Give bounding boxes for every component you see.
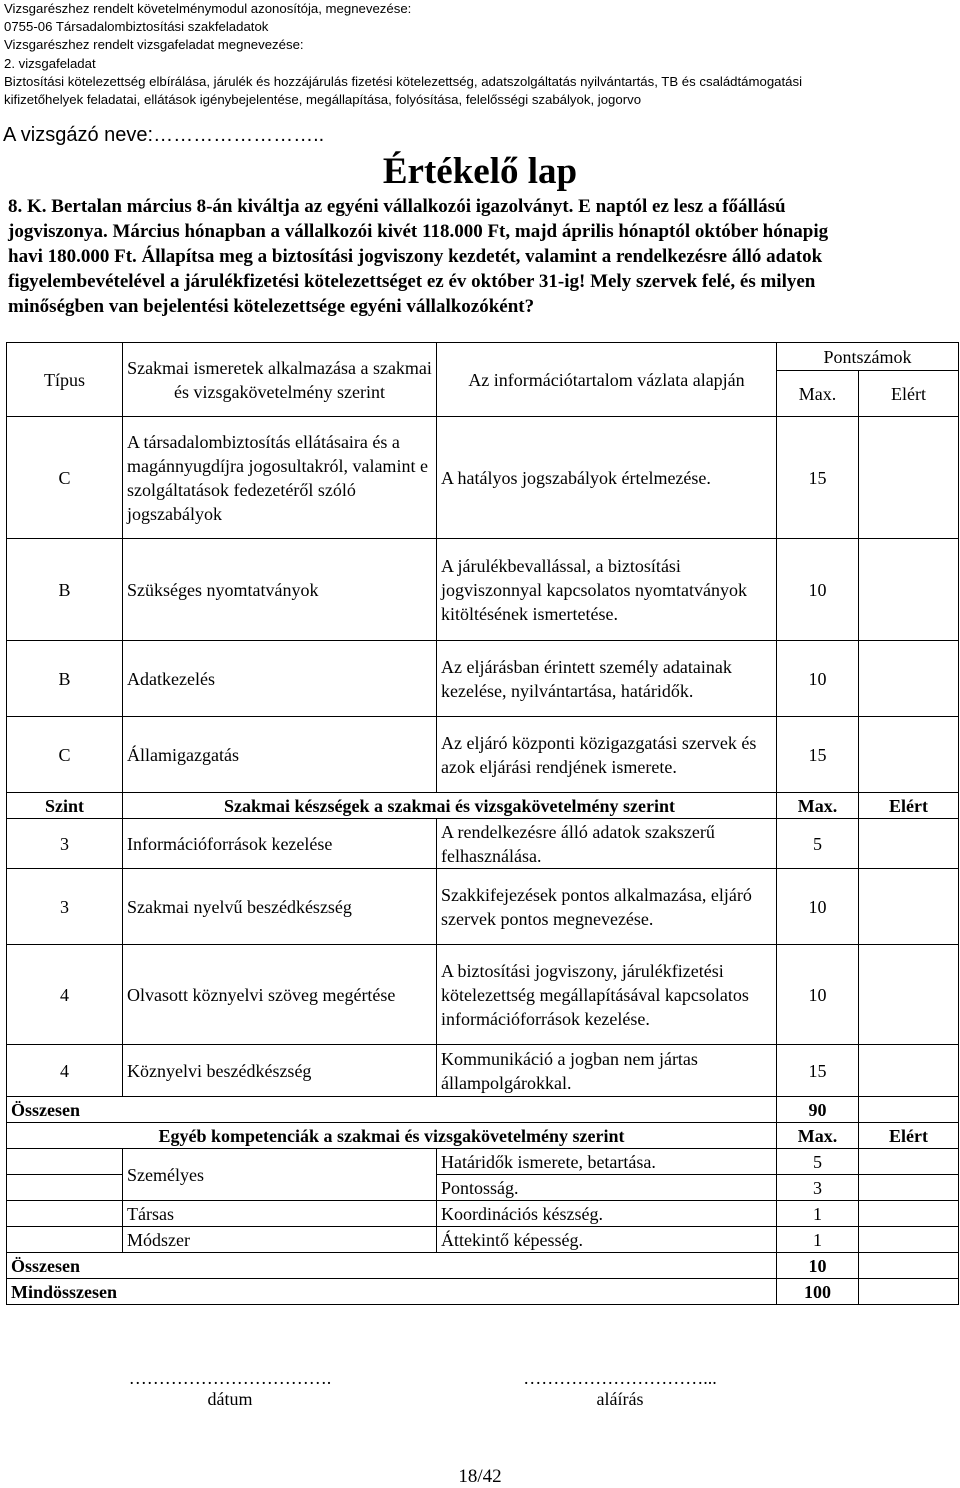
type-cell: C	[7, 417, 123, 539]
skill-cell: Olvasott köznyelvi szöveg megértése	[123, 945, 437, 1045]
signature-label: aláírás	[596, 1389, 644, 1409]
header-line: Vizsgarészhez rendelt követelménymodul azonosítója, megnevezése:	[4, 1, 412, 16]
table-row	[7, 717, 959, 793]
date-block	[100, 1368, 360, 1410]
achieved-cell[interactable]	[859, 945, 959, 1045]
achieved-cell[interactable]	[859, 717, 959, 793]
max-cell: 10	[777, 641, 859, 717]
grand-total-achieved[interactable]	[859, 1279, 959, 1305]
table-row	[7, 819, 959, 869]
task-line: havi 180.000 Ft. Állapítsa meg a biztosítási jogviszony kezdetét, valamint a rendelkezésre álló adatok	[8, 246, 823, 267]
header-skills: Szakmai készségek a szakmai és vizsgakövetelmény szerint	[123, 793, 777, 819]
level-cell: 3	[7, 819, 123, 869]
date-dots: …………………………….	[128, 1368, 332, 1388]
evaluation-table	[6, 342, 959, 1305]
total-label: Összesen	[7, 1253, 777, 1279]
info-cell: A hatályos jogszabályok értelmezése.	[437, 417, 777, 539]
max-cell: 5	[777, 819, 859, 869]
total-achieved[interactable]	[859, 1097, 959, 1123]
task-line: jogviszonya. Március hónapban a vállalkozói kivét 118.000 Ft, majd április hónaptól október hónapig	[8, 221, 829, 242]
group-cell: Személyes	[123, 1149, 437, 1201]
task-line: minőségben van bejelentési kötelezettsége egyéni vállalkozóként?	[8, 296, 535, 317]
max-cell: 10	[777, 539, 859, 641]
header-points: Pontszámok	[777, 343, 959, 371]
header-line: 2. vizsgafeladat	[4, 55, 96, 71]
max-cell: 10	[777, 869, 859, 945]
signature-dots: …………………………...	[523, 1368, 717, 1388]
signature-block	[490, 1368, 750, 1410]
header-achieved: Elért	[859, 1123, 959, 1149]
table-row	[7, 869, 959, 945]
achieved-cell[interactable]	[859, 641, 959, 717]
info-cell: Koordinációs készség.	[437, 1201, 777, 1227]
info-cell: Határidők ismerete, betartása.	[437, 1149, 777, 1175]
level-cell: 3	[7, 869, 123, 945]
group-cell: Módszer	[123, 1227, 437, 1253]
achieved-cell[interactable]	[859, 1227, 959, 1253]
header-other: Egyéb kompetenciák a szakmai és vizsgakövetelmény szerint	[7, 1123, 777, 1149]
info-cell: Kommunikáció a jogban nem jártas állampolgárokkal.	[437, 1045, 777, 1097]
examinee-name: A vizsgázó neve:……………………..	[3, 124, 325, 146]
level-cell: 4	[7, 1045, 123, 1097]
header-achieved: Elért	[859, 371, 959, 417]
info-cell: Pontosság.	[437, 1175, 777, 1201]
total-achieved[interactable]	[859, 1253, 959, 1279]
skill-cell: Szakmai nyelvű beszédkészség	[123, 869, 437, 945]
grand-total-label: Mindösszesen	[7, 1279, 777, 1305]
group-cell: Társas	[123, 1201, 437, 1227]
skill-cell: Köznyelvi beszédkészség	[123, 1045, 437, 1097]
header-achieved: Elért	[859, 793, 959, 819]
info-cell: A biztosítási jogviszony, járulékfizetési kötelezettség megállapításával kapcsolatos információforrások kezelése.	[437, 945, 777, 1045]
table-row	[7, 1201, 959, 1227]
task-description	[8, 194, 954, 319]
header-info: Az információtartalom vázlata alapján	[437, 343, 777, 417]
table-row	[7, 1227, 959, 1253]
knowledge-cell: Szükséges nyomtatványok	[123, 539, 437, 641]
max-cell: 15	[777, 417, 859, 539]
max-cell: 1	[777, 1227, 859, 1253]
table-row	[7, 1149, 959, 1175]
header-max: Max.	[777, 371, 859, 417]
max-cell: 1	[777, 1201, 859, 1227]
info-cell: A rendelkezésre álló adatok szakszerű felhasználása.	[437, 819, 777, 869]
table-row	[7, 417, 959, 539]
achieved-cell[interactable]	[859, 417, 959, 539]
table-row	[7, 1045, 959, 1097]
page-title: Értékelő lap	[382, 151, 578, 192]
achieved-cell[interactable]	[859, 869, 959, 945]
header-line: Vizsgarészhez rendelt vizsgafeladat megnevezése:	[4, 37, 304, 53]
info-cell: Az eljáró központi közigazgatási szervek és azok eljárási rendjének ismerete.	[437, 717, 777, 793]
achieved-cell[interactable]	[859, 1149, 959, 1175]
header-line: 0755-06 Társadalombiztosítási szakfeladatok	[4, 19, 269, 35]
level-cell: 4	[7, 945, 123, 1045]
date-label: dátum	[207, 1389, 253, 1409]
max-cell: 5	[777, 1149, 859, 1175]
type-cell: C	[7, 717, 123, 793]
total-max: 90	[777, 1097, 859, 1123]
task-line: figyelembevételével a járulékfizetési kötelezettséget ez év október 31-ig! Mely szervek felé, és milyen	[8, 271, 816, 292]
knowledge-cell: Adatkezelés	[123, 641, 437, 717]
max-cell: 10	[777, 945, 859, 1045]
info-cell: Áttekintő képesség.	[437, 1227, 777, 1253]
table-row	[7, 945, 959, 1045]
achieved-cell[interactable]	[859, 1201, 959, 1227]
achieved-cell[interactable]	[859, 539, 959, 641]
header-line: Biztosítási kötelezettség elbírálása, járulék és hozzájárulás fizetési kötelezettség, adatszolgáltatás nyilvántartás, TB és családtámogatási	[4, 73, 803, 89]
info-cell: Az eljárásban érintett személy adatainak kezelése, nyilvántartása, határidők.	[437, 641, 777, 717]
type-cell: B	[7, 539, 123, 641]
table-row	[7, 539, 959, 641]
type-cell: B	[7, 641, 123, 717]
header-max: Max.	[777, 1123, 859, 1149]
page-number: 18/42	[458, 1466, 502, 1487]
skill-cell: Információforrások kezelése	[123, 819, 437, 869]
info-cell: Szakkifejezések pontos alkalmazása, eljáró szervek pontos megnevezése.	[437, 869, 777, 945]
header-knowledge: Szakmai ismeretek alkalmazása a szakmai és vizsgakövetelmény szerint	[123, 343, 437, 417]
max-cell: 15	[777, 1045, 859, 1097]
achieved-cell[interactable]	[859, 819, 959, 869]
header-level: Szint	[7, 793, 123, 819]
total-max: 10	[777, 1253, 859, 1279]
total-label: Összesen	[7, 1097, 777, 1123]
achieved-cell[interactable]	[859, 1175, 959, 1201]
knowledge-cell: Államigazgatás	[123, 717, 437, 793]
task-line: 8. K. Bertalan március 8-án kiváltja az egyéni vállalkozói igazolványt. E naptól ez lesz a főállású	[8, 196, 786, 217]
info-cell: A járulékbevallással, a biztosítási jogviszonnyal kapcsolatos nyomtatványok kitöltésének ismertetése.	[437, 539, 777, 641]
header-type: Típus	[7, 343, 123, 417]
header-max: Max.	[777, 793, 859, 819]
achieved-cell[interactable]	[859, 1045, 959, 1097]
max-cell: 3	[777, 1175, 859, 1201]
max-cell: 15	[777, 717, 859, 793]
knowledge-cell: A társadalombiztosítás ellátásaira és a magánnyugdíjra jogosultakról, valamint e szolgáltatások fedezetéről szóló jogszabályok	[123, 417, 437, 539]
header-line: kifizetőhelyek feladatai, ellátások igénybejelentése, megállapítása, folyósítása, felelősségi szabályok, jogorvo	[4, 92, 642, 108]
table-row	[7, 641, 959, 717]
document-header	[4, 0, 954, 109]
grand-total-max: 100	[777, 1279, 859, 1305]
